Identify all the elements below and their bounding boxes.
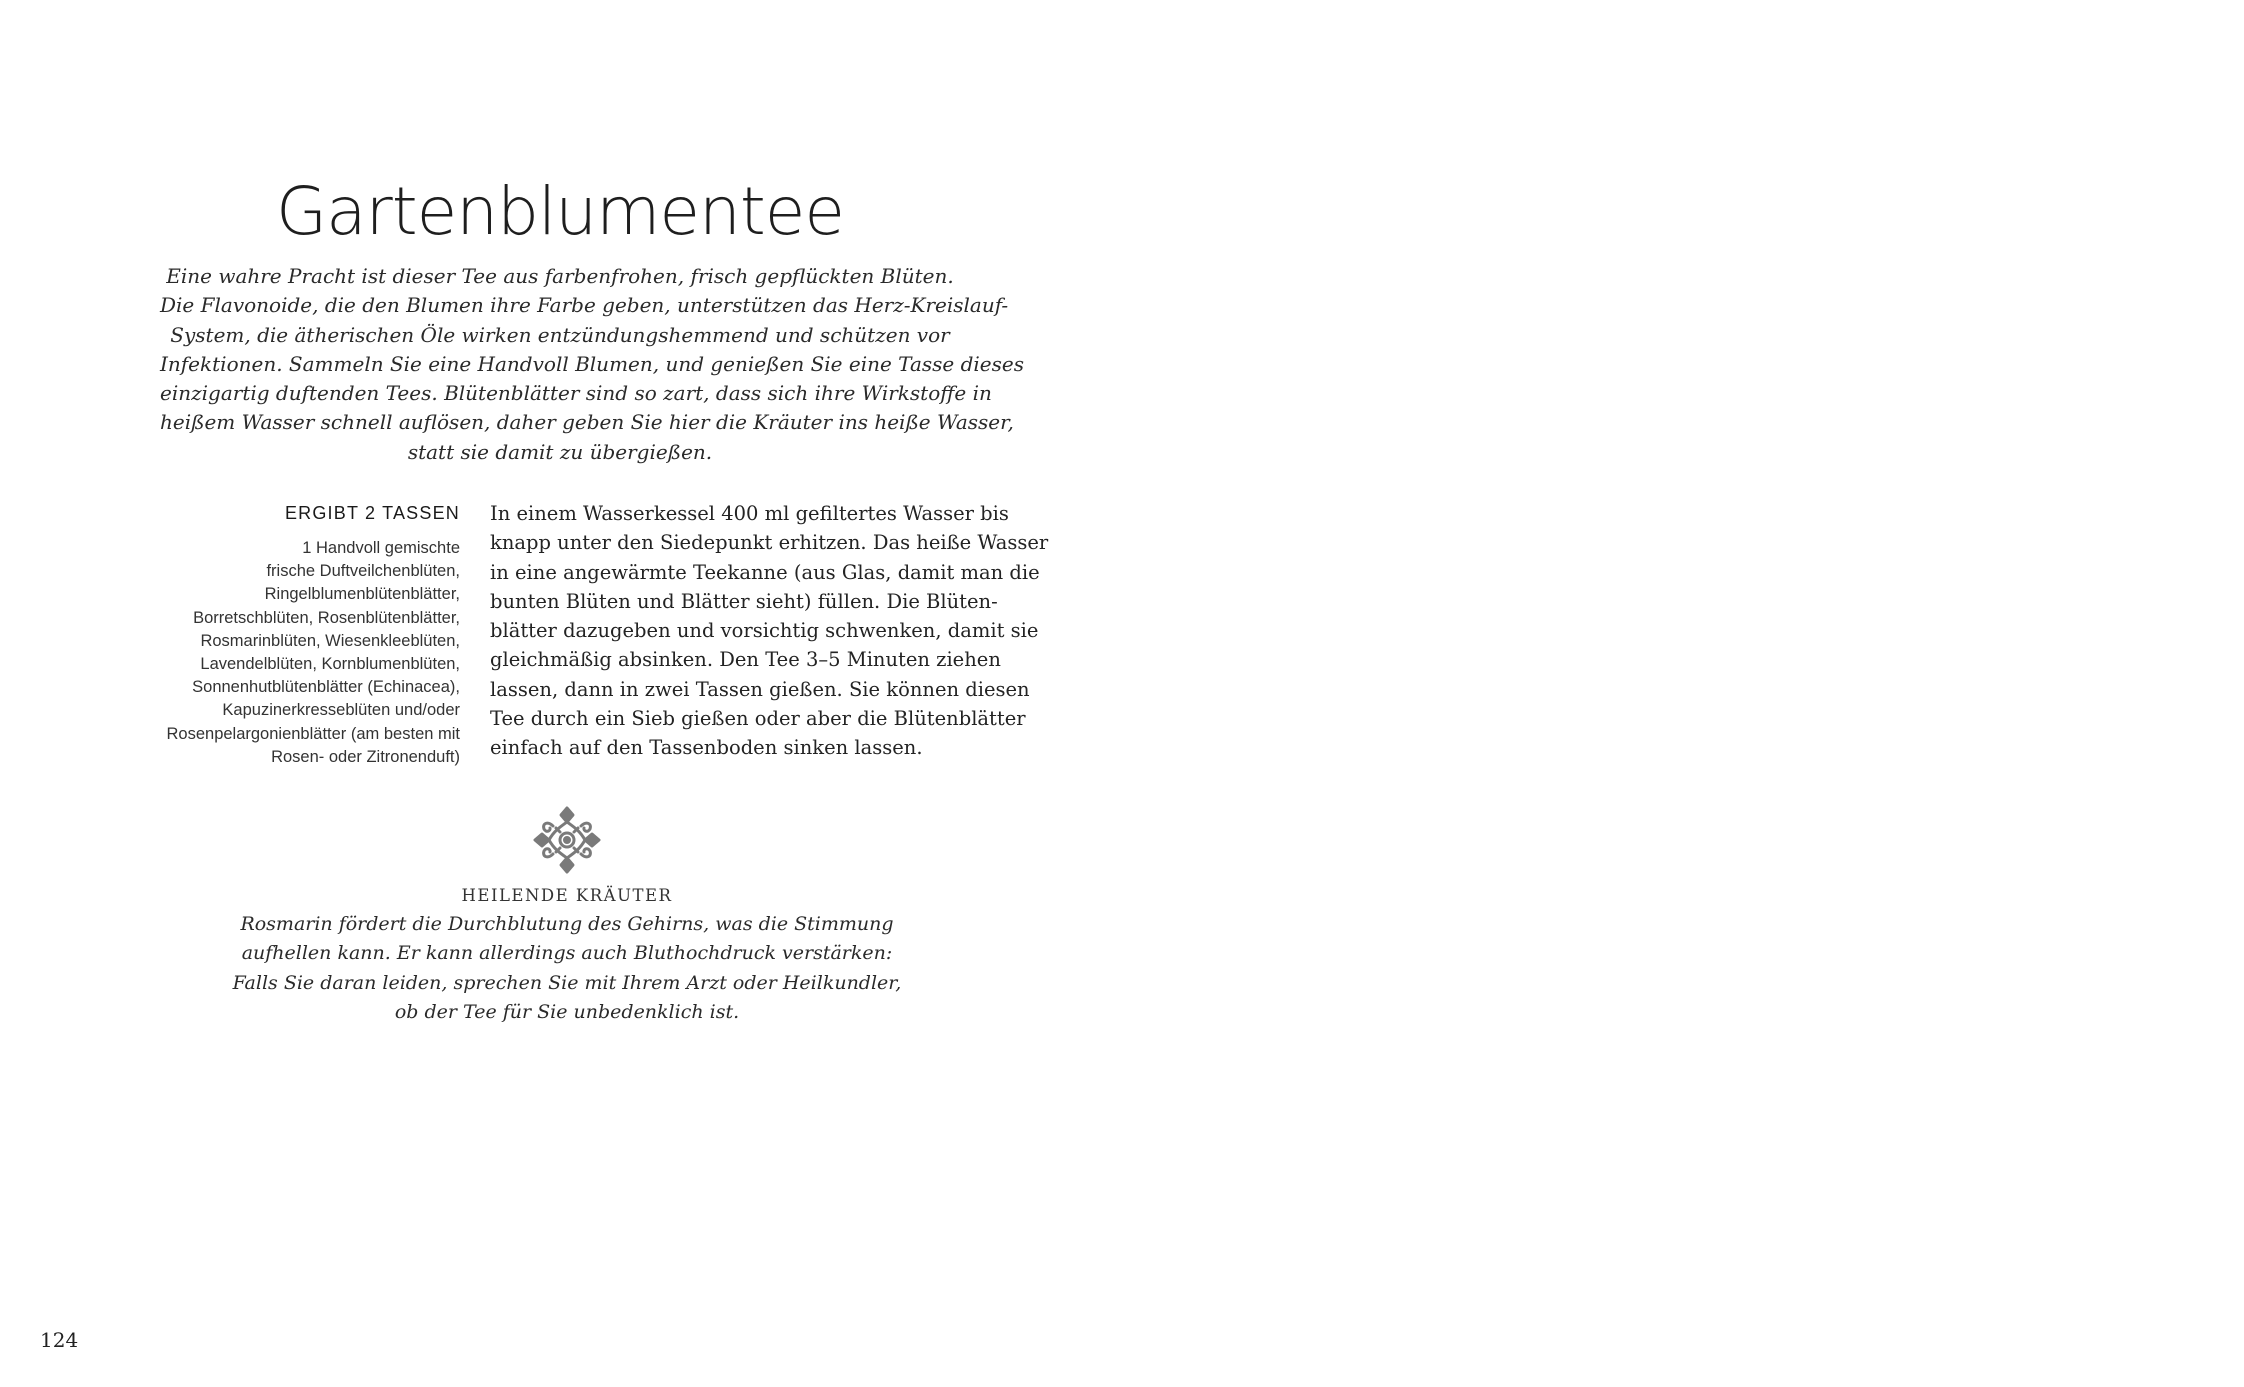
ingredient-line: Rosmarinblüten, Wiesenkleeblüten, [200,631,460,650]
herbs-heading: HEILENDE KRÄUTER [461,886,673,905]
ingredient-line: Rosen- oder Zitronenduft) [271,747,460,766]
herbs-line: Falls Sie daran leiden, sprechen Sie mit Ihrem Arzt oder Heilkundler, [232,971,902,994]
method-line: lassen, dann in zwei Tassen gießen. Sie können diesen [490,677,1030,701]
method-line: In einem Wasserkessel 400 ml gefiltertes Wasser bis [490,502,1009,525]
method-line: knapp unter den Siedepunkt erhitzen. Das heiße Wasser [490,531,1049,555]
intro-line: heißem Wasser schnell auflösen, daher geben Sie hier die Kräuter ins heiße Wasser, [160,410,1014,435]
ingredient-line: 1 Handvoll gemischte [302,539,460,557]
ingredient-line: frische Duftveilchenblüten, [266,562,460,581]
method-line: blätter dazugeben und vorsichtig schwenken, damit sie [490,619,1039,643]
intro-line: statt sie damit zu übergießen. [407,439,713,464]
method-line: Tee durch ein Sieb gießen oder aber die Blütenblätter [490,707,1026,731]
method-line: einfach auf den Tassenboden sinken lassen. [490,736,923,760]
method-paragraph [490,499,1049,763]
method-line: in eine angewärmte Teekanne (aus Glas, damit man die [490,560,1040,584]
herbs-line: ob der Tee für Sie unbedenklich ist. [394,1000,740,1023]
intro-line: Infektionen. Sammeln Sie eine Handvoll Blumen, und genießen Sie eine Tasse dieses [160,351,1024,376]
intro-line: Die Flavonoide, die den Blumen ihre Farbe geben, unterstützen das Herz-Kreislauf- [160,293,1009,318]
page-title: Gartenblumentee [276,173,844,250]
method-line: bunten Blüten und Blätter sieht) füllen. Die Blüten- [490,589,998,613]
ingredient-line: Sonnenhutblütenblätter (Echinacea), [192,678,460,697]
ingredient-line: Lavendelblüten, Kornblumenblüten, [200,655,460,674]
yield-heading: ERGIBT 2 TASSEN [284,503,460,523]
ingredient-line: Rosenpelargonienblätter (am besten mit [166,724,460,743]
method-line: gleichmäßig absinken. Den Tee 3–5 Minuten ziehen [490,648,1001,672]
floral-ornament-icon [532,805,602,875]
ingredient-line: Kapuzinerkresseblüten und/oder [222,701,460,720]
intro-line: System, die ätherischen Öle wirken entzündungshemmend und schützen vor [170,322,950,347]
herbs-note [220,910,914,1027]
herbs-line: aufhellen kann. Er kann allerdings auch Bluthochdruck verstärken: [241,942,893,965]
intro-paragraph [160,262,1024,467]
ingredients-list [100,537,460,769]
herbs-line: Rosmarin fördert die Durchblutung des Gehirns, was die Stimmung [240,913,894,935]
ingredient-line: Ringelblumenblütenblätter, [264,585,460,604]
intro-line: einzigartig duftenden Tees. Blütenblätter sind so zart, dass sich ihre Wirkstoffe in [160,381,992,406]
ingredient-line: Borretschblüten, Rosenblütenblätter, [193,608,460,627]
page-number: 124 [40,1328,79,1352]
intro-line: Eine wahre Pracht ist dieser Tee aus farbenfrohen, frisch gepflückten Blüten. [166,264,954,288]
